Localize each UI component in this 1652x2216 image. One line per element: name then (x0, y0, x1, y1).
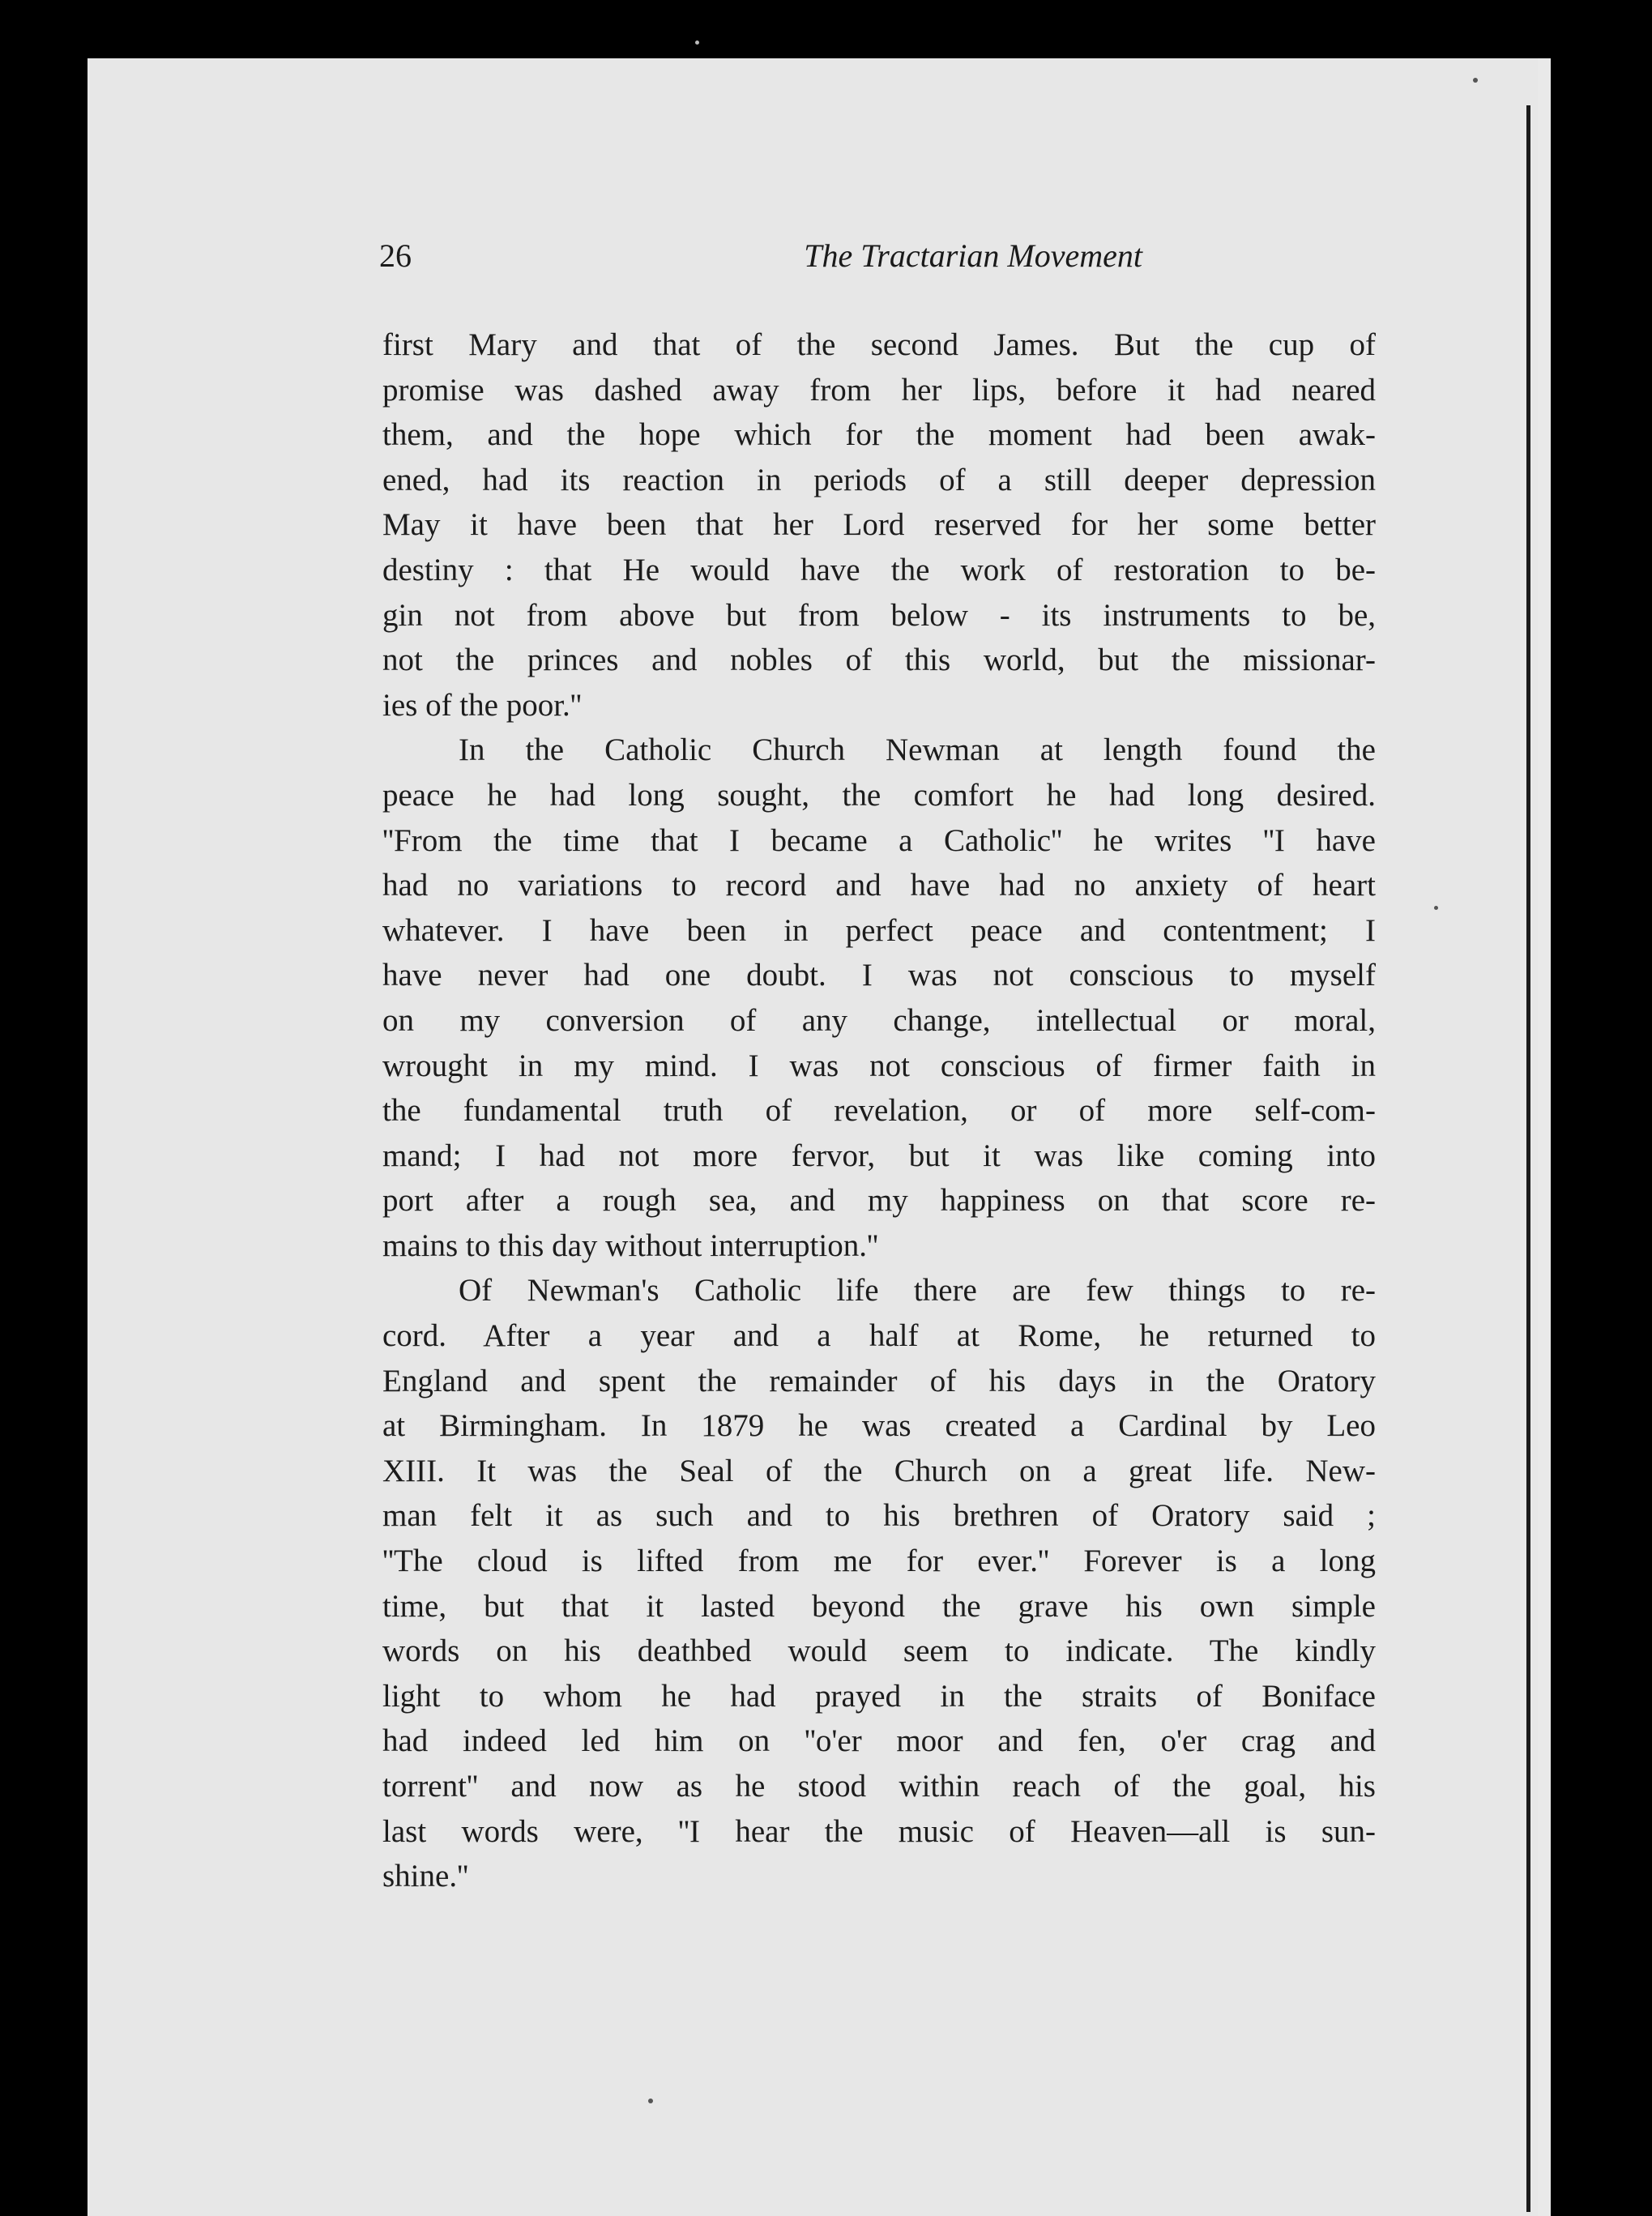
text-line: Of Newman's Catholic life there are few things to re- (459, 1273, 1376, 1309)
adjacent-page-edge (1538, 58, 1551, 2216)
text-line: mand; I had not more fervor, but it was like coming into (382, 1138, 1376, 1173)
text-line: wrought in my mind. I was not conscious of firmer faith in (382, 1048, 1376, 1083)
paragraph-3 (382, 1268, 1376, 1898)
paragraph-1 (382, 322, 1376, 728)
text-line: ''The cloud is lifted from me for ever.'' Forever is a long (382, 1544, 1376, 1579)
text-line: promise was dashed away from her lips, before it had neared (382, 372, 1376, 408)
text-line: torrent'' and now as he stood within reach of the goal, his (382, 1769, 1376, 1804)
text-line: destiny : that He would have the work of restoration to be- (382, 552, 1376, 587)
text-line: had no variations to record and have had no anxiety of heart (382, 868, 1376, 903)
text-line: ened, had its reaction in periods of a still deeper depression (382, 462, 1376, 497)
text-line: at Birmingham. In 1879 he was created a Cardinal by Leo (382, 1408, 1376, 1444)
text-line: last words were, ''I hear the music of Heaven—all is sun- (382, 1813, 1376, 1849)
text-line: ''From the time that I became a Catholic'' he writes ''I have (382, 822, 1376, 858)
text-line: first Mary and that of the second James. But the cup of (382, 327, 1376, 362)
text-line: time, but that it lasted beyond the grave his own simple (382, 1588, 1376, 1624)
text-line: have never had one doubt. I was not conscious to myself (382, 958, 1376, 993)
dust-speck (1434, 906, 1438, 910)
dust-speck (695, 41, 699, 45)
text-line: shine.'' (382, 1859, 469, 1894)
dust-speck (1473, 78, 1478, 83)
paragraph-2 (382, 728, 1376, 1268)
gutter-shadow-line (1526, 105, 1530, 2212)
text-line: them, and the hope which for the moment had been awak- (382, 417, 1376, 453)
text-line: words on his deathbed would seem to indicate. The kindly (382, 1633, 1376, 1669)
scan-border-right (1551, 58, 1652, 2216)
text-line: gin not from above but from below - its instruments to be, (382, 597, 1376, 633)
text-line: light to whom he had prayed in the straits of Boniface (382, 1678, 1376, 1714)
page-header (379, 237, 1142, 285)
text-line: whatever. I have been in perfect peace and contentment; I (382, 912, 1376, 948)
text-line: port after a rough sea, and my happiness on that score re- (382, 1183, 1376, 1219)
text-line: peace he had long sought, the comfort he had long desired. (382, 777, 1376, 813)
body-text (382, 322, 1376, 1899)
text-line: cord. After a year and a half at Rome, he returned to (382, 1318, 1376, 1354)
text-line: May it have been that her Lord reserved for her some better (382, 507, 1376, 543)
text-line: XIII. It was the Seal of the Church on a great life. New- (382, 1453, 1376, 1488)
dust-speck (648, 2099, 653, 2103)
running-title: The Tractarian Movement (804, 237, 1142, 274)
text-line: the fundamental truth of revelation, or of more self-com- (382, 1093, 1376, 1129)
text-line: man felt it as such and to his brethren of Oratory said ; (382, 1498, 1376, 1534)
text-line: In the Catholic Church Newman at length found the (459, 732, 1376, 768)
text-line: not the princes and nobles of this world, but the missionar- (382, 643, 1376, 678)
text-line: on my conversion of any change, intellectual or moral, (382, 1002, 1376, 1038)
page-number: 26 (379, 237, 412, 274)
text-line: mains to this day without interruption.'' (382, 1228, 879, 1263)
text-line: had indeed led him on ''o'er moor and fen, o'er crag and (382, 1723, 1376, 1759)
text-line: England and spent the remainder of his days in the Oratory (382, 1363, 1376, 1398)
text-line: ies of the poor.'' (382, 687, 582, 723)
